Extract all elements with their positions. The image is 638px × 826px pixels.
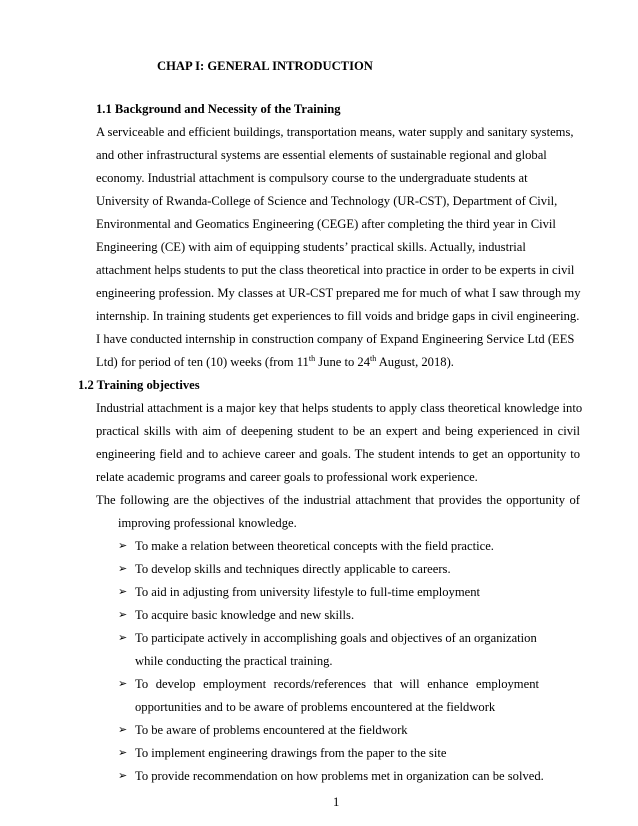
page-number: 1: [333, 795, 340, 809]
paragraph-line: economy. Industrial attachment is compulsory course to the undergraduate students at: [96, 171, 528, 185]
arrow-bullet-icon: ➢: [118, 724, 128, 736]
arrow-bullet-icon: ➢: [118, 586, 128, 598]
arrow-bullet-icon: ➢: [118, 770, 128, 782]
paragraph-line-dates: [96, 355, 454, 370]
paragraph-line: Engineering (CE) with aim of equipping students’ practical skills. Actually, industrial: [96, 240, 526, 254]
paragraph-line: Environmental and Geomatics Engineering (CEGE) after completing the third year in Civil: [96, 217, 556, 231]
section-heading-1-1: 1.1 Background and Necessity of the Training: [96, 102, 341, 116]
arrow-bullet-icon: ➢: [118, 747, 128, 759]
date-text: June to 24: [315, 355, 371, 369]
arrow-bullet-icon: ➢: [118, 540, 128, 552]
paragraph-line: practical skills with aim of deepening student to be an expert and being experienced in civil: [96, 424, 580, 438]
paragraph-line: and other infrastructural systems are essential elements of sustainable regional and global: [96, 148, 547, 162]
objective-text: To provide recommendation on how problems met in organization can be solved.: [135, 769, 544, 783]
paragraph-line: relate academic programs and career goals to professional work experience.: [96, 470, 478, 484]
objective-text: To acquire basic knowledge and new skills.: [135, 608, 355, 622]
chapter-title: CHAP I: GENERAL INTRODUCTION: [157, 59, 373, 73]
paragraph-line: A serviceable and efficient buildings, transportation means, water supply and sanitary systems,: [96, 125, 574, 139]
paragraph-line: University of Rwanda-College of Science and Technology (UR-CST), Department of Civil,: [96, 194, 558, 208]
objective-text: To make a relation between theoretical concepts with the field practice.: [135, 539, 494, 553]
arrow-bullet-icon: ➢: [118, 678, 128, 690]
paragraph-line: I have conducted internship in construction company of Expand Engineering Service Ltd (EES: [96, 332, 575, 346]
paragraph-line: internship. In training students get experiences to fill voids and bridge gaps in civil engineering.: [96, 309, 580, 323]
arrow-bullet-icon: ➢: [118, 632, 128, 644]
objective-text: To develop skills and techniques directly applicable to careers.: [135, 562, 451, 576]
objective-text: To implement engineering drawings from the paper to the site: [135, 746, 447, 760]
objective-continuation: while conducting the practical training.: [135, 654, 333, 668]
date-text: August, 2018).: [376, 355, 454, 369]
ordinal-suffix: th: [370, 353, 377, 363]
objective-continuation: opportunities and to be aware of problems encountered at the fieldwork: [135, 700, 496, 714]
objective-text: To participate actively in accomplishing goals and objectives of an organization: [135, 631, 537, 645]
paragraph-line: attachment helps students to put the class theoretical into practice in order to be experts in civil: [96, 263, 575, 277]
arrow-bullet-icon: ➢: [118, 563, 128, 575]
ordinal-suffix: th: [308, 353, 316, 363]
paragraph-line: engineering profession. My classes at UR-CST prepared me for much of what I saw through my: [96, 286, 581, 300]
objective-text: To develop employment records/references that will enhance employment: [135, 677, 539, 691]
paragraph-line: Industrial attachment is a major key that helps students to apply class theoretical knowledge into: [96, 401, 583, 415]
objective-text: To be aware of problems encountered at the fieldwork: [135, 723, 408, 737]
paragraph-line: engineering field and to achieve career and goals. The student intends to get an opportunity to: [96, 447, 580, 461]
objectives-intro-line: The following are the objectives of the industrial attachment that provides the opportunity of: [96, 493, 580, 507]
objectives-intro-line: improving professional knowledge.: [118, 516, 297, 530]
objective-text: To aid in adjusting from university lifestyle to full-time employment: [135, 585, 481, 599]
arrow-bullet-icon: ➢: [118, 609, 128, 621]
section-heading-1-2: 1.2 Training objectives: [78, 378, 200, 392]
date-text: Ltd) for period of ten (10) weeks (from 11: [96, 355, 309, 369]
